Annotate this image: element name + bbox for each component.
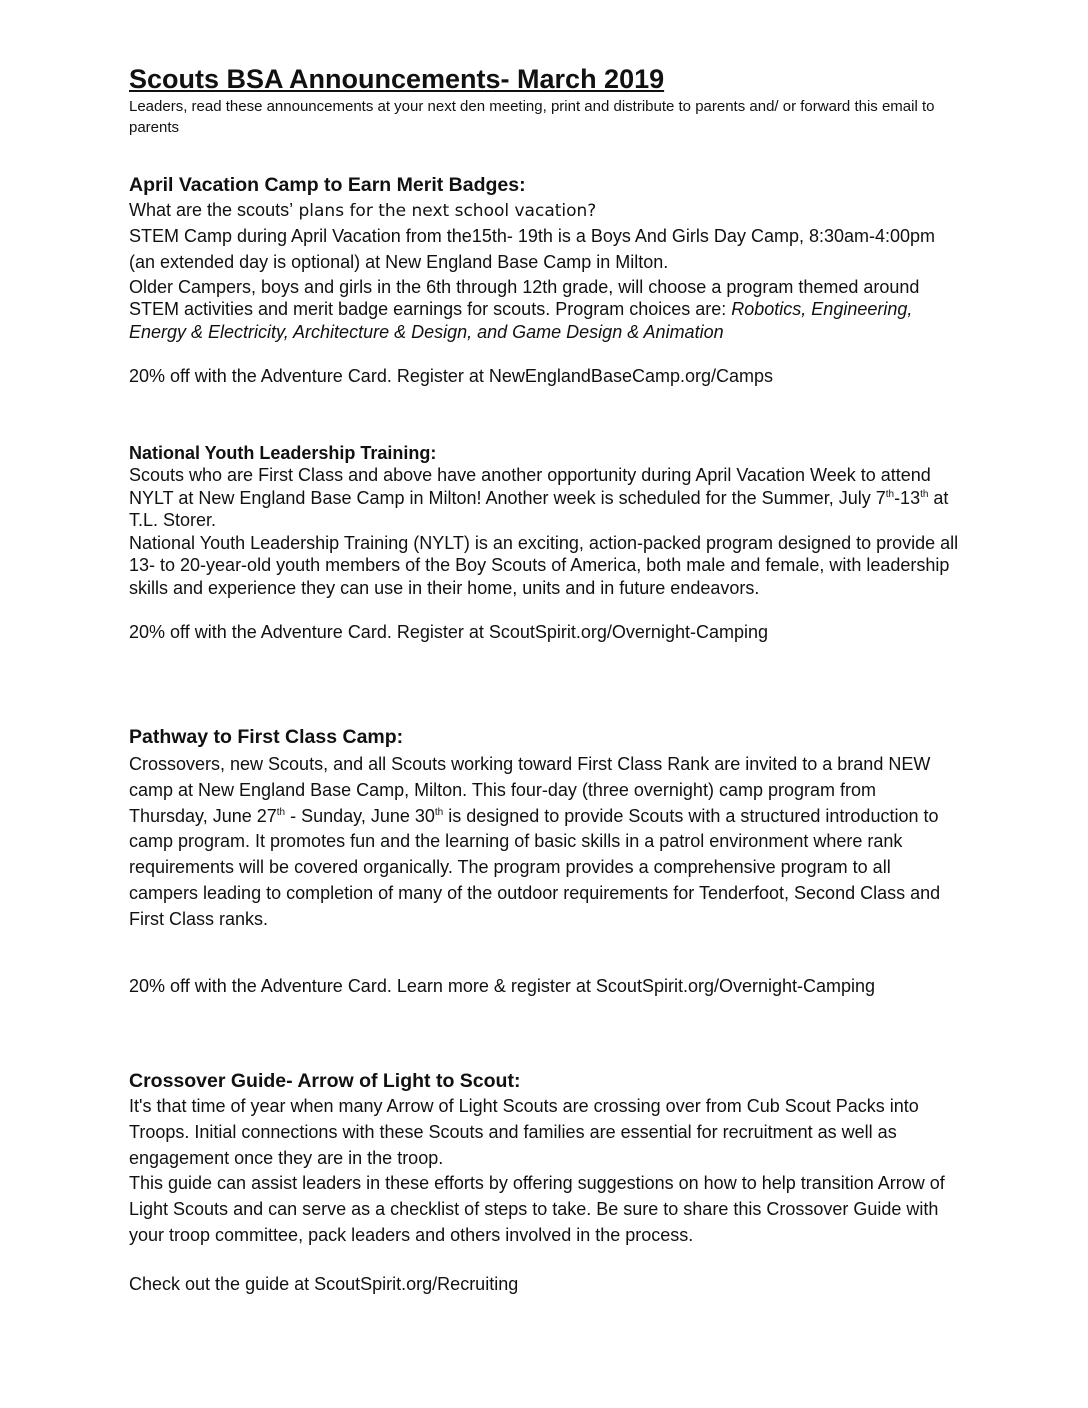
pathway-section: [129, 726, 959, 997]
pathway-para1-b: - Sunday, June 30: [285, 805, 435, 826]
pathway-para1-c: is designed to provide Scouts with a structured introduction to camp program. It promotes fun and the learning of basic skills in a patrol environment where rank requirements will be covered organically. The program provides a comprehensive program to all campers leading to completion of many of the outdoor requirements for Tenderfoot, Second Class and First Class ranks.: [129, 805, 941, 929]
april-camp-section: [129, 174, 959, 388]
nylt-sup1: th: [885, 488, 895, 500]
nylt-para1-c: at T.L. Storer.: [129, 487, 949, 530]
pathway-para1-a: Crossovers, new Scouts, and all Scouts working toward First Class Rank are invited to a brand NEW camp at New England Base Camp, Milton. This four-day (three overnight) camp program from Thursday, June 27: [129, 754, 931, 826]
intro-text: Leaders, read these announcements at your next den meeting, print and distribute to parents and/ or forward this email to parents: [129, 98, 935, 136]
question-rest: plans for the next school vacation?: [293, 201, 597, 221]
nylt-para1-a: Scouts who are First Class and above have another opportunity during April Vacation Week to attend NYLT at New England Base Camp in Milton! Another week is scheduled for the Summer, July 7: [129, 465, 931, 508]
crossover-link: Check out the guide at ScoutSpirit.org/Recruiting: [129, 1273, 519, 1294]
nylt-heading: National Youth Leadership Training:: [129, 443, 437, 463]
announcement-page: [129, 62, 959, 1294]
crossover-para2: This guide can assist leaders in these efforts by offering suggestions on how to help transition Arrow of Light Scouts and can serve as a checklist of steps to take. Be sure to share this Crossover Guide with your troop committee, pack leaders and others involved in the process.: [129, 1173, 945, 1245]
april-camp-para1: STEM Camp during April Vacation from the15th- 19th is a Boys And Girls Day Camp, 8:30am-4:00pm (an extended day is optional) at New England Base Camp in Milton.: [129, 226, 936, 272]
page-title: Scouts BSA Announcements- March 2019: [129, 64, 665, 94]
nylt-register: 20% off with the Adventure Card. Register at ScoutSpirit.org/Overnight-Camping: [129, 622, 768, 642]
pathway-register: 20% off with the Adventure Card. Learn more & register at ScoutSpirit.org/Overnight-Camping: [129, 975, 876, 996]
april-camp-register: 20% off with the Adventure Card. Register at NewEnglandBaseCamp.org/Camps: [129, 366, 774, 387]
pathway-para1: [129, 752, 959, 933]
nylt-section: [129, 442, 959, 644]
nylt-sup2: th: [920, 488, 929, 500]
april-camp-heading: April Vacation Camp to Earn Merit Badges:: [129, 174, 526, 196]
nylt-para1: [129, 464, 959, 532]
crossover-heading: Crossover Guide- Arrow of Light to Scout:: [129, 1070, 521, 1092]
nylt-para1-b: -13: [894, 487, 921, 508]
april-camp-para2-text: Older Campers, boys and girls in the 6th through 12th grade, will choose a program themed around STEM activities and merit badge earnings for scouts. Program choices are:: [129, 276, 920, 320]
pathway-sup1: th: [276, 806, 286, 818]
program-choices: Robotics, Engineering, Energy & Electricity, Architecture & Design, and Game Design & Animation: [129, 299, 913, 342]
question-lead: What are the scouts’: [129, 200, 294, 220]
pathway-heading: Pathway to First Class Camp:: [129, 726, 404, 748]
crossover-section: [129, 1070, 959, 1295]
april-camp-para2: [129, 276, 959, 344]
pathway-sup2: th: [434, 806, 444, 818]
crossover-para1: It's that time of year when many Arrow of Light Scouts are crossing over from Cub Scout Packs into Troops. Initial connections with these Scouts and families are essential for recruitment as well as engagement once they are in the troop.: [129, 1096, 919, 1168]
april-camp-question: [129, 198, 959, 224]
nylt-para2: National Youth Leadership Training (NYLT) is an exciting, action-packed program designed to provide all 13- to 20-year-old youth members of the Boy Scouts of America, both male and female, with leadership skills and experience they can use in their home, units and in future endeavors.: [129, 532, 959, 598]
